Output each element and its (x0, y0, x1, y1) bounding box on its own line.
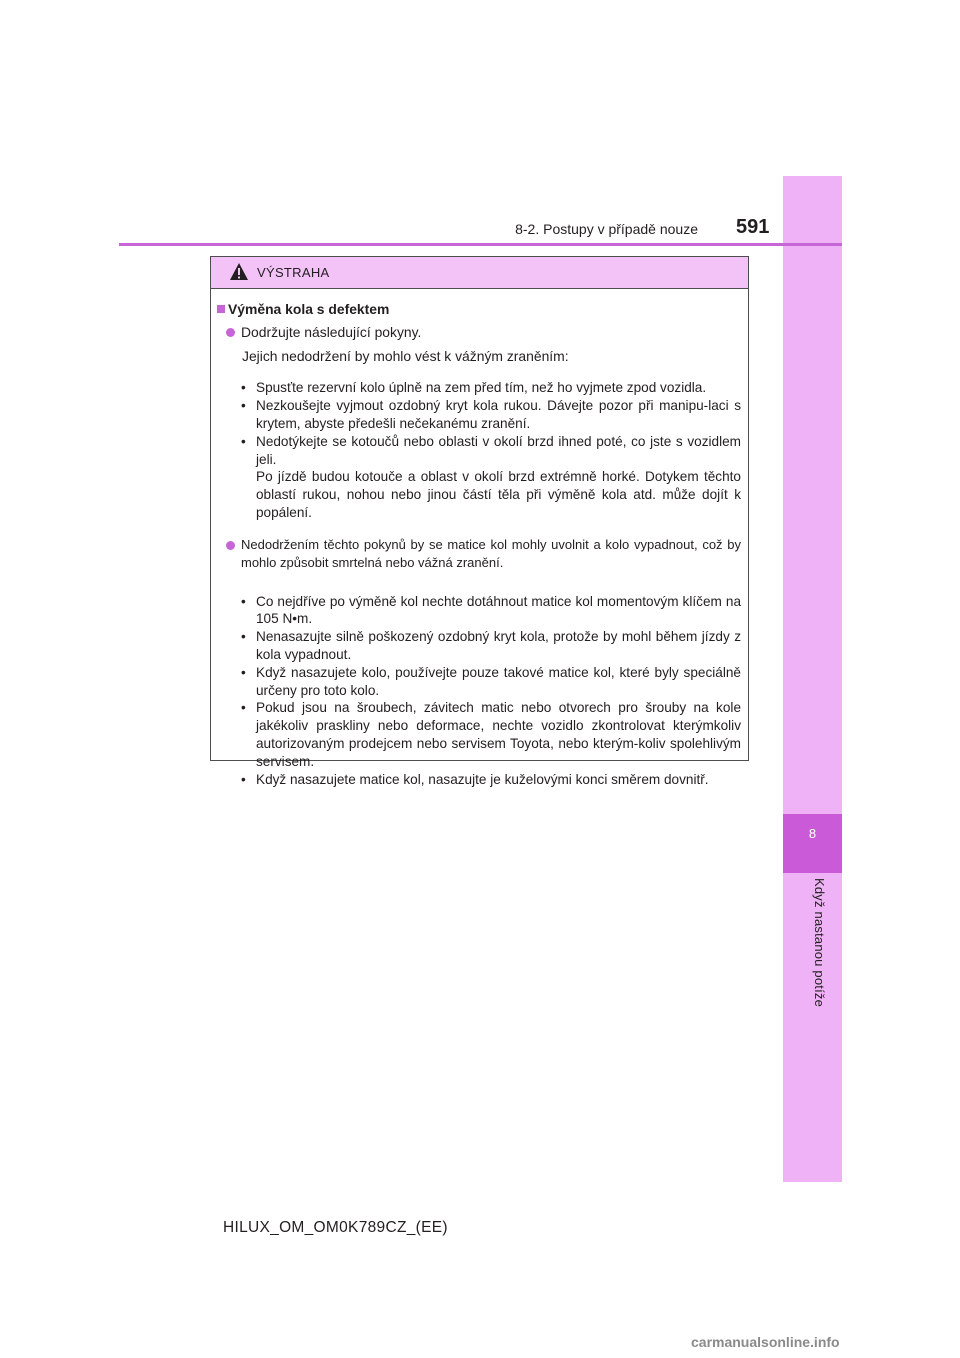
bullet-text: Pokud jsou na šroubech, závitech matic nebo otvorech pro šrouby na kole jakékoliv praskliny nebo deformace, nechte vozidlo zkontrolovat kterýmkoliv autorizovaným prodejcem nebo servisem Toyota, nebo kterým-koliv spolehlivým servisem. (256, 700, 741, 769)
bullet-text: Nezkoušejte vyjmout ozdobný kryt kola rukou. Dávejte pozor při manipu-laci s krytem, abyste předešli nečekanému zranění. (256, 398, 741, 431)
warning-body (211, 289, 748, 788)
bullet-item: • Spusťte rezervní kolo úplně na zem před tím, než ho vyjmete zpod vozidla. (241, 380, 707, 396)
chapter-number: 8 (808, 826, 817, 841)
bullet-item: • Nenasazujte silně poškozený ozdobný kryt kola, protože by mohl během jízdy z kola vypadnout. (241, 629, 741, 662)
header-divider (119, 243, 842, 246)
bullet-text: Nedotýkejte se kotoučů nebo oblasti v okolí brzd ihned poté, co jste s vozidlem jeli. (256, 433, 741, 467)
item-text: Nedodržením těchto pokynů by se matice kol mohly uvolnit a kolo vypadnout, což by mohlo způsobit smrtelná nebo vážná zranění. (241, 536, 741, 571)
item-subtext: Jejich nedodržení by mohlo vést k vážným zraněním: (242, 348, 569, 364)
warning-title: VÝSTRAHA (257, 265, 330, 280)
page-number: 591 (736, 216, 770, 238)
warning-header (211, 257, 748, 289)
bullet-item: • Když nasazujete matice kol, nasazujte je kuželovými konci směrem dovnitř. (241, 771, 709, 787)
warning-box (210, 256, 749, 787)
bullet-text: Nenasazujte silně poškozený ozdobný kryt kola, protože by mohl během jízdy z kola vypadnout. (256, 629, 741, 662)
round-bullet-icon (226, 328, 235, 337)
bullet-list (241, 593, 741, 789)
chapter-title: Když nastanou potíže (812, 878, 827, 1008)
bullet-item: • Co nejdříve po výměně kol nechte dotáhnout matice kol momentovým klíčem na 105 N•m. (241, 593, 741, 627)
bullet-text: Spusťte rezervní kolo úplně na zem před tím, než ho vyjmete zpod vozidla. (256, 380, 707, 396)
side-tab (783, 176, 842, 1182)
section-heading-text: Výměna kola s defektem (228, 301, 390, 317)
item-text: Dodržujte následující pokyny. (241, 323, 422, 340)
section-title: 8-2. Postupy v případě nouze (515, 221, 698, 237)
bullet-item: • Když nasazujete kolo, používejte pouze takové matice kol, které byly speciálně určeny pro toto kolo. (241, 664, 741, 698)
watermark[interactable]: carmanualsonline.info (691, 1334, 840, 1350)
bullet-subtext: Po jízdě budou kotouče a oblast v okolí brzd extrémně horké. Dotykem těchto oblastí rukou, nohou nebo jinou částí těla při výměně kola atd. může dojít k popálení. (256, 469, 741, 520)
list-item (226, 323, 741, 342)
bullet-text: Když nasazujete kolo, používejte pouze takové matice kol, které byly speciálně určeny pro toto kolo. (256, 664, 741, 698)
bullet-text: Když nasazujete matice kol, nasazujte je kuželovými konci směrem dovnitř. (256, 771, 709, 787)
section-heading (217, 300, 741, 319)
list-item (226, 536, 741, 573)
chapter-tab-active[interactable] (783, 814, 842, 873)
bullet-text: Co nejdříve po výměně kol nechte dotáhnout matice kol momentovým klíčem na 105 N•m. (256, 593, 741, 627)
round-bullet-icon (226, 541, 235, 550)
bullet-item: • Nezkoušejte vyjmout ozdobný kryt kola rukou. Dávejte pozor při manipu-laci s krytem, abyste předešli nečekanému zranění. (241, 398, 741, 431)
document-code: HILUX_OM_OM0K789CZ_(EE) (223, 1219, 448, 1236)
square-bullet-icon (217, 305, 225, 313)
warning-triangle-icon (229, 262, 249, 281)
bullet-item: • Pokud jsou na šroubech, závitech matic nebo otvorech pro šrouby na kole jakékoliv praskliny nebo deformace, nechte vozidlo zkontrolovat kterýmkoliv autorizovaným prodejcem nebo servisem Toyota, nebo kterým-koliv spolehlivým servisem. (241, 700, 741, 769)
bullet-list (241, 379, 741, 521)
bullet-item: • Nedotýkejte se kotoučů nebo oblasti v okolí brzd ihned poté, co jste s vozidlem jeli. Po jízdě budou kotouče a oblast v okolí brzd extrémně horké. Dotykem těchto oblastí rukou, nohou nebo jinou částí těla při výměně kola atd. může dojít k popálení. (241, 433, 741, 520)
